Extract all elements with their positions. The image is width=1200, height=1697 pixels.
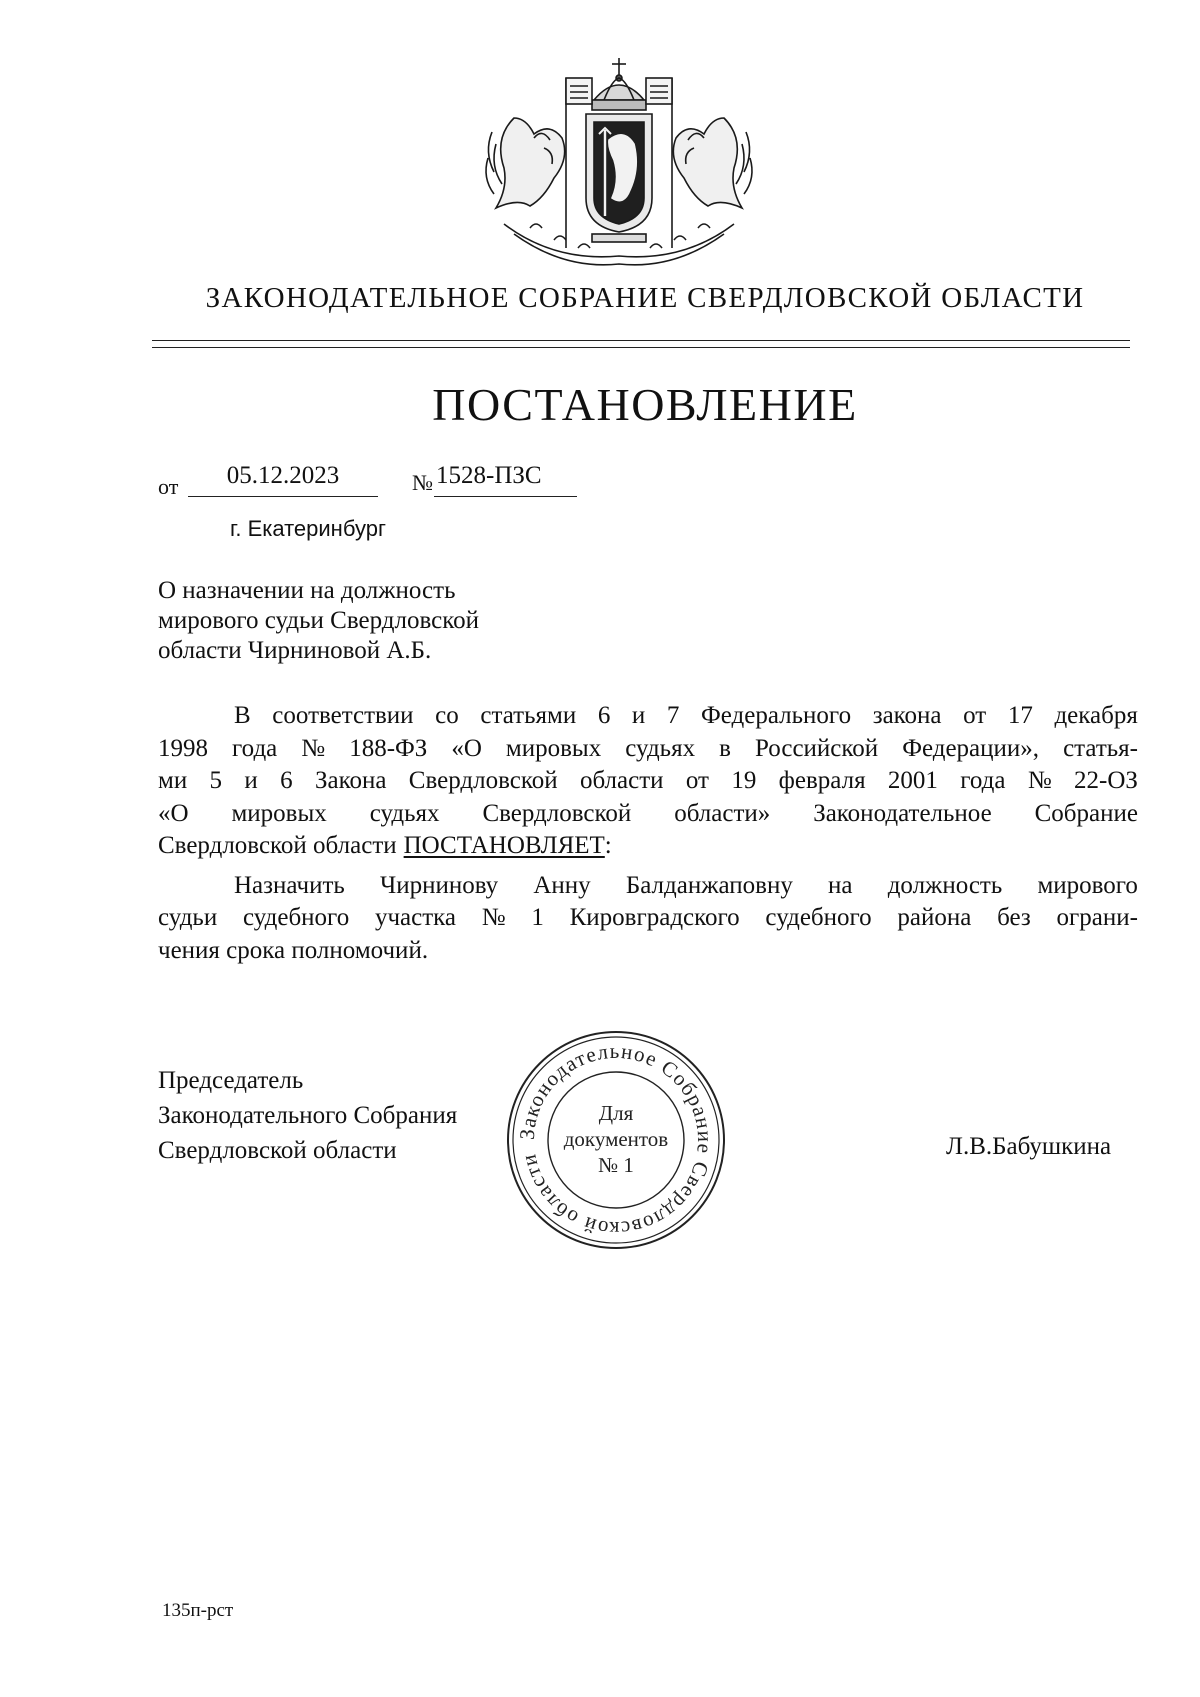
word: и — [244, 767, 258, 794]
body-line — [158, 870, 1138, 903]
body-line — [158, 902, 1138, 935]
word: Российской — [754, 734, 879, 762]
word: соответствии — [272, 702, 414, 729]
body-line-text: Свердловской области — [158, 832, 397, 859]
body-line — [158, 765, 1138, 798]
word: от — [963, 702, 987, 729]
word: В — [234, 702, 251, 729]
word: 22-ОЗ — [1074, 767, 1138, 794]
organization-name: ЗАКОНОДАТЕЛЬНОЕ СОБРАНИЕ СВЕРДЛОВСКОЙ ОБЛАСТИ — [205, 282, 1085, 314]
word: ми — [158, 767, 188, 794]
word: «О — [158, 799, 189, 827]
document-requisites — [158, 462, 578, 502]
word: 17 — [1007, 702, 1033, 729]
date-underline — [188, 496, 378, 497]
body-line-resolution — [158, 830, 1138, 863]
resolves-word: ПОСТАНОВЛЯЕТ — [403, 832, 605, 859]
subject-line: О назначении на должность — [158, 577, 456, 604]
word: в — [719, 734, 731, 762]
word: области» — [674, 799, 771, 827]
word: судебного — [765, 904, 872, 931]
word: № — [301, 734, 326, 762]
word: со — [435, 702, 459, 729]
seal-center-line: Для — [598, 1101, 634, 1125]
word: Законодательное — [813, 799, 992, 827]
word: 7 — [666, 702, 680, 729]
word: статья- — [1063, 734, 1138, 762]
subject-line: области Чирниновой А.Б. — [158, 637, 432, 664]
word: 1998 — [158, 734, 208, 762]
seal-center-line: № 1 — [598, 1153, 634, 1177]
document-number: 1528-ПЗС — [436, 462, 542, 489]
word: 19 — [731, 767, 757, 794]
word: Чирнинову — [379, 871, 499, 899]
body-line-text: чения срока полномочий. — [158, 936, 429, 964]
word: 6 — [597, 702, 611, 729]
word: Собрание — [1034, 799, 1138, 827]
word: февраля — [778, 767, 866, 794]
word: района — [897, 904, 972, 931]
word: судебного — [242, 904, 350, 931]
number-underline — [434, 496, 577, 497]
word: области — [579, 767, 664, 794]
word: Кировградского — [569, 904, 740, 931]
footer-code: 135п-рст — [162, 1600, 234, 1621]
word: Балданжаповну — [625, 871, 793, 899]
word: 188-ФЗ — [349, 734, 428, 762]
word: судьях — [625, 734, 696, 762]
signer-position-line: Законодательного Собрания — [158, 1102, 458, 1129]
subject-line: мирового судьи Свердловской — [158, 607, 479, 634]
word: судьях — [369, 799, 440, 827]
document-body — [158, 700, 1138, 967]
signer-position-line: Свердловской области — [158, 1137, 397, 1164]
word: года — [960, 767, 1006, 794]
word: и — [631, 702, 646, 729]
number-prefix: № — [412, 470, 433, 495]
word: № — [481, 904, 506, 931]
body-line — [158, 935, 1138, 968]
word: Федерации», — [902, 734, 1040, 762]
word: Свердловской — [482, 799, 632, 827]
word: ограни- — [1056, 904, 1138, 931]
word: на — [828, 871, 853, 899]
document-subject — [158, 576, 479, 666]
word: мирового — [1037, 871, 1138, 899]
word: от — [685, 767, 709, 794]
official-seal-stamp — [500, 1024, 732, 1256]
body-line — [158, 700, 1138, 733]
word: Федерального — [701, 702, 852, 729]
word: судьи — [158, 904, 218, 931]
word: 1 — [531, 904, 544, 931]
word: мировых — [231, 799, 327, 827]
document-type-title: ПОСТАНОВЛЕНИЕ — [432, 379, 858, 430]
word: статьями — [480, 702, 577, 729]
seal-center-line: документов — [563, 1127, 669, 1151]
signer-position — [158, 1063, 457, 1168]
word: года — [232, 734, 278, 762]
resolves-colon: : — [604, 832, 612, 859]
word: должность — [887, 871, 1003, 899]
word: Свердловской — [408, 767, 558, 794]
word: декабря — [1054, 702, 1138, 729]
word: 2001 — [887, 767, 938, 794]
body-line — [158, 733, 1138, 766]
signer-position-line: Председатель — [158, 1067, 304, 1094]
word: участка — [374, 904, 457, 931]
city-of-issue: г. Екатеринбург — [230, 516, 386, 541]
word: Закона — [314, 767, 387, 794]
coat-of-arms-icon — [474, 48, 764, 276]
signer-name: Л.В.Бабушкина — [946, 1133, 1112, 1160]
word: без — [997, 904, 1031, 931]
word: мировых — [505, 734, 602, 762]
header-double-rule — [152, 340, 1130, 348]
seal-ring-text: Законодательное Собрание Свердловской области — [514, 1038, 718, 1242]
word: Анну — [533, 871, 591, 899]
word: 6 — [280, 767, 293, 794]
document-date: 05.12.2023 — [226, 462, 340, 489]
word: Назначить — [234, 871, 345, 899]
date-prefix: от — [158, 474, 179, 499]
body-line — [158, 798, 1138, 831]
word: № — [1027, 767, 1052, 794]
word: «О — [451, 734, 482, 762]
word: закона — [872, 702, 942, 729]
word: 5 — [209, 767, 223, 794]
